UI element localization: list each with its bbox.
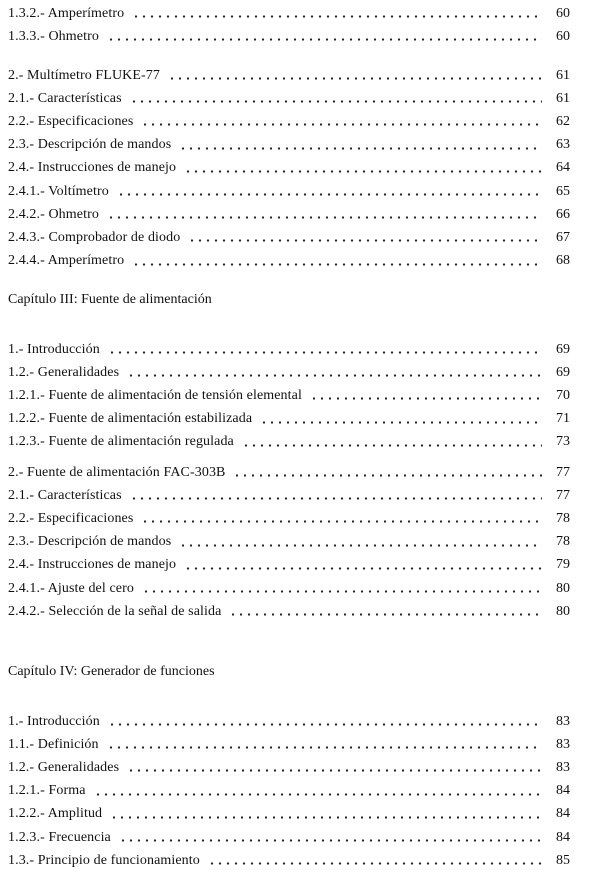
toc-entry-page: 60 <box>556 28 570 44</box>
dot-leader <box>132 263 542 266</box>
toc-entry-label: 2.- Multímetro FLUKE-77 <box>8 67 161 83</box>
chapter-heading: Capítulo IV: Generador de funciones <box>8 664 215 679</box>
dot-leader <box>127 769 542 772</box>
dot-leader <box>119 839 542 842</box>
toc-entry-page: 78 <box>556 510 570 526</box>
dot-leader <box>108 351 542 354</box>
dot-leader <box>110 816 542 819</box>
dot-leader <box>168 77 542 80</box>
dot-leader <box>208 862 542 865</box>
toc-entry[interactable] <box>8 338 570 361</box>
dot-leader <box>229 613 542 616</box>
toc-entry-page: 61 <box>556 67 570 83</box>
toc-entry[interactable] <box>8 408 570 431</box>
toc-entry-label: 2.3.- Descripción de mandos <box>8 137 172 153</box>
toc-entry-label: 1.3.3.- Ohmetro <box>8 28 99 44</box>
toc-entry-label: 2.4.1.- Ajuste del cero <box>8 580 134 596</box>
toc-entry[interactable] <box>8 484 570 507</box>
toc-entry-label: 1.2.1.- Forma <box>8 783 86 799</box>
toc-entry[interactable] <box>8 849 570 872</box>
toc-entry-label: 2.4.2.- Ohmetro <box>8 206 99 222</box>
toc-entry-label: 1.2.2.- Amplitud <box>8 806 103 822</box>
toc-entry-page: 80 <box>556 603 570 619</box>
toc-entry-page: 73 <box>556 434 570 450</box>
chapter-heading: Capítulo III: Fuente de alimentación <box>8 292 212 307</box>
toc-entry[interactable] <box>8 826 570 849</box>
toc-entry-page: 71 <box>556 411 570 427</box>
toc-entry[interactable] <box>8 110 570 133</box>
dot-leader <box>130 497 542 500</box>
dot-leader <box>142 590 542 593</box>
toc-entry-label: 1.2.- Generalidades <box>8 759 120 775</box>
toc-entry[interactable] <box>8 226 570 249</box>
toc-entry-label: 2.4.- Instrucciones de manejo <box>8 160 177 176</box>
toc-entry[interactable] <box>8 203 570 226</box>
toc-entry-label: 2.1.- Características <box>8 90 122 106</box>
toc-entry[interactable] <box>8 554 570 577</box>
dot-leader <box>179 544 542 547</box>
dot-leader <box>94 793 542 796</box>
toc-entry[interactable] <box>8 507 570 530</box>
toc-entry-page: 84 <box>556 829 570 845</box>
dot-leader <box>108 723 542 726</box>
toc-entry-page: 70 <box>556 387 570 403</box>
toc-entry-page: 77 <box>556 464 570 480</box>
dot-leader <box>107 216 542 219</box>
toc-entry-page: 84 <box>556 806 570 822</box>
toc-entry[interactable] <box>8 361 570 384</box>
toc-entry-label: 1.1.- Definición <box>8 736 99 752</box>
toc-entry[interactable] <box>8 64 570 87</box>
toc-entry-label: 1.2.2.- Fuente de alimentación estabilizada <box>8 411 253 427</box>
toc-entry-label: 2.4.4.- Amperímetro <box>8 253 125 269</box>
toc-entry[interactable] <box>8 157 570 180</box>
toc-entry[interactable] <box>8 87 570 110</box>
toc-entry-label: 1.3.- Principio de funcionamiento <box>8 852 200 868</box>
toc-entry-page: 83 <box>556 759 570 775</box>
toc-entry-page: 69 <box>556 341 570 357</box>
toc-entry-label: 1.- Introducción <box>8 713 100 729</box>
toc-entry[interactable] <box>8 531 570 554</box>
dot-leader <box>117 193 542 196</box>
toc-entry[interactable] <box>8 250 570 273</box>
toc-entry[interactable] <box>8 25 570 48</box>
toc-entry[interactable] <box>8 780 570 803</box>
dot-leader <box>141 123 542 126</box>
toc-group-fuente-intro <box>8 338 570 454</box>
toc-entry[interactable] <box>8 384 570 407</box>
toc-entry-page: 79 <box>556 557 570 573</box>
toc-entry-page: 69 <box>556 364 570 380</box>
toc-entry-label: 2.2.- Especificaciones <box>8 113 134 129</box>
toc-group-continued <box>8 2 570 48</box>
toc-entry-label: 2.1.- Características <box>8 487 122 503</box>
toc-group-multimetro <box>8 64 570 273</box>
dot-leader <box>260 421 542 424</box>
toc-entry[interactable] <box>8 756 570 779</box>
toc-group-fac303b <box>8 461 570 623</box>
toc-entry-label: 1.3.2.- Amperímetro <box>8 5 125 21</box>
dot-leader <box>184 170 542 173</box>
toc-entry[interactable] <box>8 733 570 756</box>
dot-leader <box>184 567 542 570</box>
toc-group-generador <box>8 710 570 872</box>
toc-entry-label: 1.2.3.- Frecuencia <box>8 829 111 845</box>
toc-entry-page: 66 <box>556 206 570 222</box>
toc-entry-label: 2.3.- Descripción de mandos <box>8 534 172 550</box>
toc-entry-page: 85 <box>556 852 570 868</box>
toc-entry[interactable] <box>8 710 570 733</box>
toc-entry-page: 64 <box>556 160 570 176</box>
toc-entry-page: 60 <box>556 5 570 21</box>
toc-entry-page: 78 <box>556 534 570 550</box>
toc-entry-page: 65 <box>556 183 570 199</box>
toc-entry[interactable] <box>8 134 570 157</box>
toc-entry-page: 83 <box>556 713 570 729</box>
dot-leader <box>141 520 542 523</box>
toc-entry-page: 83 <box>556 736 570 752</box>
toc-entry-label: 2.4.2.- Selección de la señal de salida <box>8 603 222 619</box>
toc-entry-label: 1.2.3.- Fuente de alimentación regulada <box>8 434 234 450</box>
toc-entry-page: 63 <box>556 137 570 153</box>
toc-entry-label: 2.- Fuente de alimentación FAC-303B <box>8 464 226 480</box>
dot-leader <box>107 746 542 749</box>
dot-leader <box>127 374 542 377</box>
dot-leader <box>130 100 542 103</box>
toc-entry-page: 80 <box>556 580 570 596</box>
dot-leader <box>107 38 542 41</box>
dot-leader <box>310 397 542 400</box>
toc-entry-label: 2.2.- Especificaciones <box>8 510 134 526</box>
toc-entry-label: 1.2.- Generalidades <box>8 364 120 380</box>
toc-entry-page: 62 <box>556 113 570 129</box>
toc-entry-label: 1.2.1.- Fuente de alimentación de tensión elemental <box>8 387 302 403</box>
toc-entry[interactable] <box>8 803 570 826</box>
toc-entry-label: 2.4.- Instrucciones de manejo <box>8 557 177 573</box>
toc-entry[interactable] <box>8 461 570 484</box>
toc-entry[interactable] <box>8 577 570 600</box>
toc-entry-page: 84 <box>556 783 570 799</box>
dot-leader <box>132 15 542 18</box>
dot-leader <box>233 474 542 477</box>
dot-leader <box>188 239 542 242</box>
toc-entry[interactable] <box>8 431 570 454</box>
toc-entry-label: 1.- Introducción <box>8 341 100 357</box>
toc-entry[interactable] <box>8 600 570 623</box>
toc-entry[interactable] <box>8 2 570 25</box>
toc-entry-label: 2.4.3.- Comprobador de diodo <box>8 229 181 245</box>
toc-entry[interactable] <box>8 180 570 203</box>
toc-entry-page: 77 <box>556 487 570 503</box>
toc-entry-page: 67 <box>556 229 570 245</box>
dot-leader <box>242 444 542 447</box>
toc-entry-label: 2.4.1.- Voltímetro <box>8 183 109 199</box>
toc-entry-page: 68 <box>556 253 570 269</box>
toc-entry-page: 61 <box>556 90 570 106</box>
dot-leader <box>179 147 542 150</box>
